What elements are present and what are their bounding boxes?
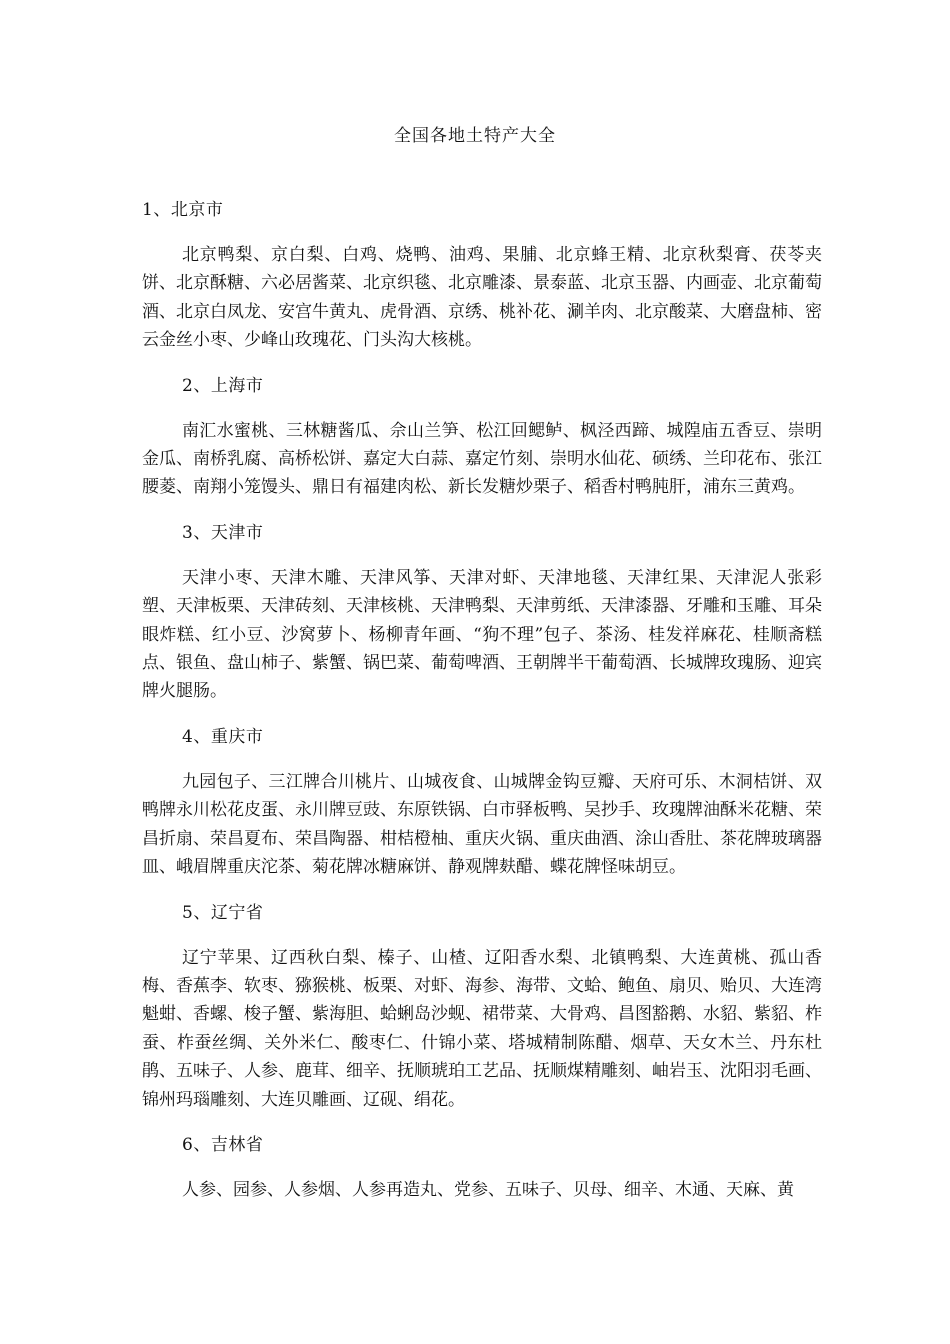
section-body: 天津小枣、天津木雕、天津风筝、天津对虾、天津地毯、天津红果、天津泥人张彩塑、天津板栗、天津砖刻、天津核桃、天津鸭梨、天津剪纸、天津漆器、牙雕和玉雕、耳朵眼炸糕、红小豆、沙窝萝卜、杨柳青年画、“狗不理”包子、茶汤、桂发祥麻花、桂顺斋糕点、银鱼、盘山柿子、紫蟹、锅巴菜、葡萄啤酒、王朝牌半干葡萄酒、长城牌玫瑰肠、迎宾牌火腿肠。 <box>142 567 822 702</box>
section-jilin <box>142 1131 822 1204</box>
section-tianjin <box>142 519 822 723</box>
document-title: 全国各地土特产大全 <box>394 126 556 146</box>
section-liaoning <box>142 899 822 1131</box>
section-beijing <box>142 196 822 372</box>
section-heading: 1、北京市 <box>142 200 224 220</box>
section-body: 南汇水蜜桃、三林糖酱瓜、佘山兰笋、松江回鳃鲈、枫泾西蹄、城隍庙五香豆、崇明金瓜、南桥乳腐、高桥松饼、嘉定大白蒜、嘉定竹刻、崇明水仙花、硕绣、兰印花布、张江腰菱、南翔小笼馒头、鼎日有福建肉松、新长发糖炒栗子、稻香村鸭肫肝，浦东三黄鸡。 <box>142 420 822 498</box>
section-heading: 2、上海市 <box>182 375 264 396</box>
section-heading: 3、天津市 <box>182 522 264 543</box>
section-shanghai <box>142 372 822 519</box>
section-body: 辽宁苹果、辽西秋白梨、榛子、山楂、辽阳香水梨、北镇鸭梨、大连黄桃、孤山香梅、香蕉李、软枣、猕猴桃、板栗、对虾、海参、海带、文蛤、鲍鱼、扇贝、贻贝、大连湾魁蚶、香螺、梭子蟹、紫海胆、蛤蜊岛沙蚬、裙带菜、大骨鸡、昌图豁鹅、水貂、紫貂、柞蚕、柞蚕丝绸、关外米仁、酸枣仁、什锦小菜、塔城精制陈醋、烟草、天女木兰、丹东杜鹃、五味子、人参、鹿茸、细辛、抚顺琥珀工艺品、抚顺煤精雕刻、岫岩玉、沈阳羽毛画、锦州玛瑙雕刻、大连贝雕画、辽砚、绢花。 <box>142 947 822 1110</box>
section-body: 人参、园参、人参烟、人参再造丸、党参、五味子、贝母、细辛、木通、天麻、黄 <box>182 1179 794 1200</box>
section-heading: 6、吉林省 <box>182 1134 264 1155</box>
document-content <box>142 196 822 1204</box>
section-body: 北京鸭梨、京白梨、白鸡、烧鸭、油鸡、果脯、北京蜂王精、北京秋梨膏、茯苓夹饼、北京酥糖、六必居酱菜、北京织毯、北京雕漆、景泰蓝、北京玉器、内画壶、北京葡萄酒、北京白凤龙、安宫牛黄丸、虎骨酒、京绣、桃补花、涮羊肉、北京酸菜、大磨盘柿、密云金丝小枣、少峰山玫瑰花、门头沟大核桃。 <box>142 245 822 351</box>
section-heading: 4、重庆市 <box>182 726 264 747</box>
section-body: 九园包子、三江牌合川桃片、山城夜食、山城牌金钩豆瓣、天府可乐、木洞桔饼、双鸭牌永川松花皮蛋、永川牌豆豉、东原铁锅、白市驿板鸭、吴抄手、玫瑰牌油酥米花糖、荣昌折扇、荣昌夏布、荣昌陶器、柑桔橙柚、重庆火锅、重庆曲酒、涂山香肚、茶花牌玻璃器皿、峨眉牌重庆沱茶、菊花牌冰糖麻饼、静观牌麸醋、蝶花牌怪味胡豆。 <box>142 771 822 878</box>
section-chongqing <box>142 723 822 899</box>
section-heading: 5、辽宁省 <box>182 902 264 923</box>
